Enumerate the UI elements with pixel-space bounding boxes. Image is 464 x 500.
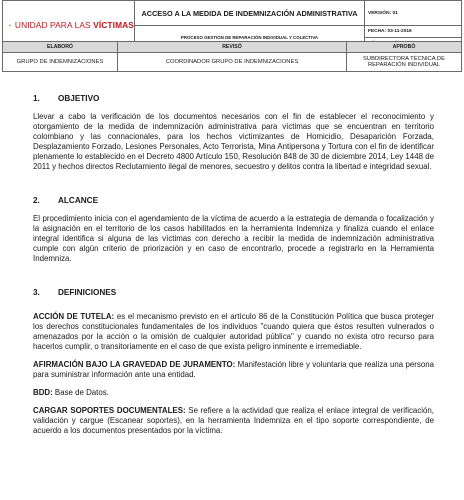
section-title: OBJETIVO: [58, 94, 100, 103]
section-number: 1.: [33, 94, 40, 103]
section-text-objetivo: Llevar a cabo la verificación de los documentos necesarios con el fin de establecer el reconocimiento y otorgamiento de la medida de indemnización administrativa para víctimas que se encuentran en territorio colombiano y las connacionales, para los hechos victimizantes de Homicidio, Desaparición Forzada, Desplazamiento Forzado, Lesiones Personales, Acto Terrorista, Mina Antipersona y Tortura con el fin de identificar plenamente lo establecido en el Decreto 4800 Artículo 150, Resolución 848 de 30 de diciembre 2014, Ley 1448 de 2011 y hechos directos Reclutamiento ilegal de menores, secuestro y delitos contra la libertad e integridad sexual.: [33, 112, 434, 171]
value-elaboro: GRUPO DE INDEMNIZACIONES: [3, 53, 118, 72]
section-heading-alcance: [33, 196, 434, 206]
value-aprobo: SUBDIRECTORA TÉCNICA DE REPARACIÓN INDIVIDUAL: [347, 53, 462, 72]
header-aprobo: APROBÓ: [347, 42, 462, 53]
definition-text: Manifestación libre y voluntaria que realiza una persona para suministrar información ante una entidad.: [33, 360, 434, 379]
definition-text: Base de Datos.: [52, 388, 109, 397]
definition-bdd: [33, 388, 434, 398]
section-heading-definiciones: [33, 288, 434, 298]
definition-term: AFIRMACIÓN BAJO LA GRAVEDAD DE JURAMENTO:: [33, 360, 236, 369]
section-number: 2.: [33, 196, 40, 205]
document-title: ACCESO A LA MEDIDA DE INDEMNIZACIÓN ADMINISTRATIVA: [135, 1, 365, 26]
definition-term: ACCIÓN DE TUTELA:: [33, 312, 115, 321]
header-reviso: REVISÓ: [118, 42, 347, 53]
approval-table: [2, 41, 462, 72]
definition-accion-de-tutela: [33, 312, 434, 352]
definition-text: es el mecanismo previsto en el artículo 86 de la Constitución Política que busca proteger los derechos constitucionales fundamentales de los individuos "cuando quiera que éstos resulten vulnerados o amenazados por la acción o la omisión de cualquier autoridad pública" y cuando no exista otro recurso para hacerlos cumplir, o transitoriamente en el caso de que exista peligro inminente e irremediable.: [33, 312, 435, 351]
logo-text: UNIDAD PARA LAS VÍCTIMAS: [14, 20, 134, 30]
definition-afirmacion: [33, 360, 434, 380]
header-elaboro: ELABORÓ: [3, 42, 118, 53]
definition-text: Se refiere a la actividad que realiza el enlace integral de verificación, validación y cargue (Escanear soportes), en la herramienta Indemniza en el tipo soporte correspondiente, de acuerdo a los documentos presentados por la víctima.: [33, 406, 434, 435]
value-reviso: COORDINADOR GRUPO DE INDEMNIZACIONES: [118, 53, 347, 72]
colombia-flag-heart-icon: [9, 19, 11, 32]
section-title: DEFINICIONES: [58, 288, 117, 297]
definition-term: CARGAR SOPORTES DOCUMENTALES:: [33, 406, 186, 415]
definition-term: BDD:: [33, 388, 53, 397]
process-subtitle: PROCESO GESTIÓN DE REPARACIÓN INDIVIDUAL Y COLECTIVA: [135, 26, 365, 50]
version-label: VERSIÓN: 01: [365, 1, 462, 26]
section-number: 3.: [33, 288, 40, 297]
document-body: [33, 94, 434, 444]
section-title: ALCANCE: [58, 196, 99, 205]
date-label: FECHA: 03-11-2016: [365, 26, 462, 38]
definition-cargar-soportes: [33, 406, 434, 436]
section-text-alcance: El procedimiento inicia con el agendamiento de la víctima de acuerdo a la estrategia de demanda o focalización y la asignación en el territorio de los casos habilitados en la herramienta Indemniza y finaliza cuando el enlace integral identifica si alguna de las víctimas con derecho a recibir la medida de indemnización administrativa cumple con algún criterio de priorización y en caso de encontrarlo, procede a registrarlo en la Herramienta Indemniza.: [33, 214, 434, 263]
section-heading-objetivo: [33, 94, 434, 104]
